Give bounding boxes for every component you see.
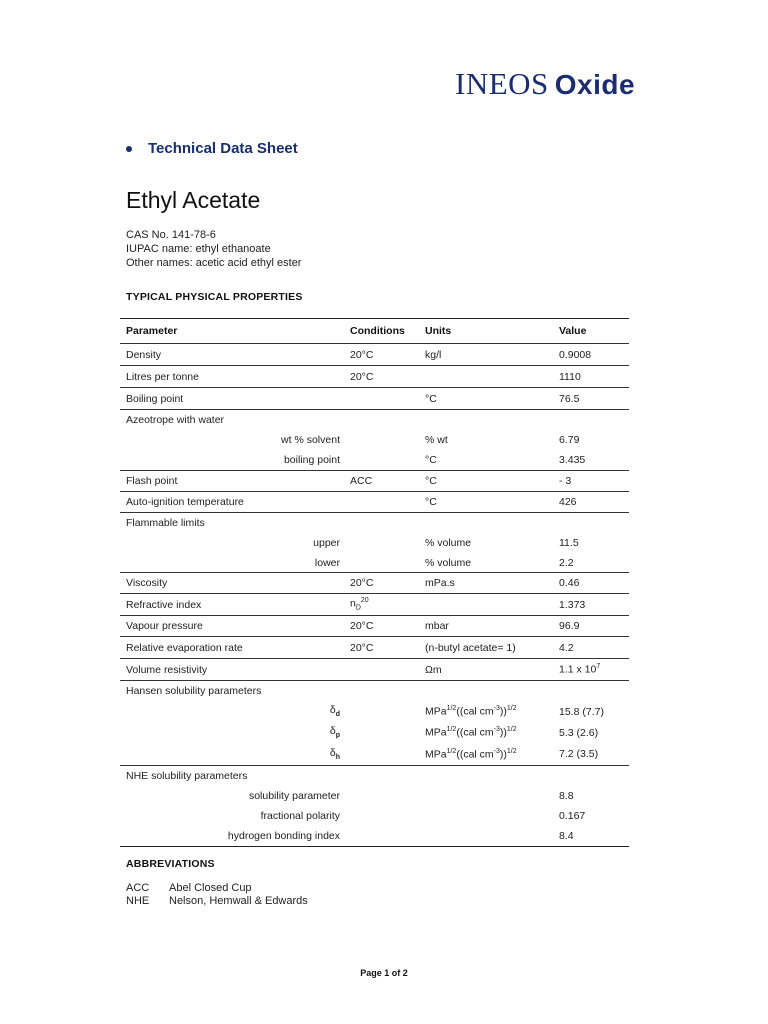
table-row — [120, 681, 629, 701]
cond-cell: ACC — [350, 475, 373, 487]
value-cell: 15.8 (7.7) — [559, 705, 604, 718]
table-row — [120, 701, 629, 722]
param-cell: Volume resistivity — [126, 663, 208, 676]
value-cell: 1.1 x $10^7$ — [559, 663, 601, 676]
table-row — [120, 659, 629, 681]
properties-table — [120, 318, 629, 847]
table-row — [120, 766, 629, 786]
page-number: Page 1 of 2 — [360, 968, 408, 978]
table-row — [120, 553, 629, 573]
col-conditions: Conditions — [350, 325, 405, 337]
table-row — [120, 430, 629, 450]
param-cell: Flash point — [126, 475, 178, 487]
param-cell: Density — [126, 348, 162, 361]
iupac-name: IUPAC name: ethyl ethanoate — [126, 243, 271, 255]
units-cell: Ωm — [425, 663, 442, 676]
table-row — [120, 513, 629, 533]
logo-ineos: INEOS — [455, 66, 549, 101]
logo-oxide: Oxide — [554, 69, 636, 100]
table-row — [120, 743, 629, 766]
param-cell: Litres per tonne — [126, 370, 199, 383]
units-cell: MPa$^{1/2}$((cal $cm^{-3}))^{1/2}$ — [425, 747, 517, 761]
units-cell: (n-butyl acetate= 1) — [425, 641, 516, 654]
units-cell: % wt — [425, 434, 448, 446]
units-cell: MPa$^{1/2}$((cal $cm^{-3}))^{1/2}$ — [425, 726, 517, 739]
abbreviations-list — [126, 882, 308, 908]
value-cell: 3.435 — [559, 454, 586, 466]
table-row — [120, 806, 629, 826]
cond-cell: 20°C — [350, 370, 374, 383]
product-title: Ethyl Acetate — [126, 187, 261, 213]
delta-d-symbol: $\delta_d$ — [329, 704, 340, 719]
table-row — [120, 492, 629, 513]
param-cell: Azeotrope with water — [126, 414, 225, 426]
param-cell: wt % solvent — [281, 434, 340, 446]
cond-cell: 20°C — [350, 577, 374, 589]
param-cell: lower — [314, 556, 340, 569]
table-row — [120, 450, 629, 471]
value-cell: 8.8 — [559, 790, 574, 802]
param-cell: upper — [313, 537, 340, 549]
list-item: ACC Abel Closed Cup — [126, 882, 252, 894]
units-cell: °C — [425, 392, 437, 405]
units-cell: % volume — [425, 537, 472, 549]
param-cell: Viscosity — [126, 577, 168, 589]
param-cell: hydrogen bonding index — [227, 830, 340, 842]
product-identifiers — [126, 228, 301, 270]
section-heading — [126, 140, 298, 157]
abbreviations-heading: ABBREVIATIONS — [126, 858, 215, 870]
cond-cell: $n_D^{20}$ — [350, 597, 369, 612]
value-cell: 7.2 (3.5) — [559, 748, 599, 760]
units-cell: °C — [425, 475, 437, 487]
col-units: Units — [425, 325, 452, 337]
value-cell: 4.2 — [559, 641, 574, 654]
value-cell: 6.79 — [559, 434, 580, 446]
table-row — [120, 573, 629, 594]
units-cell: °C — [425, 496, 437, 508]
value-cell: 8.4 — [559, 830, 574, 842]
param-cell: Hansen solubility parameters — [126, 685, 262, 697]
param-cell: Vapour pressure — [126, 620, 203, 632]
value-cell: - 3 — [559, 475, 572, 487]
param-cell: solubility parameter — [248, 790, 340, 802]
value-cell: 0.167 — [559, 810, 586, 822]
technical-data-sheet-label: Technical Data Sheet — [148, 140, 298, 157]
table-row — [120, 616, 629, 637]
table-row — [120, 388, 629, 410]
delta-p-symbol: $\delta_p$ — [329, 725, 340, 740]
value-cell: 426 — [559, 496, 577, 508]
table-header-row — [120, 319, 629, 344]
col-parameter: Parameter — [126, 325, 178, 337]
table-row — [120, 471, 629, 492]
param-cell: Boiling point — [126, 392, 184, 405]
bullet-icon — [126, 146, 132, 152]
value-cell: 76.5 — [559, 392, 580, 405]
units-cell: % volume — [425, 556, 472, 569]
param-cell: NHE solubility parameters — [126, 770, 248, 782]
delta-h-symbol: $\delta_h$ — [329, 746, 340, 762]
value-cell: 0.9008 — [559, 348, 592, 361]
param-cell: Relative evaporation rate — [126, 641, 243, 654]
units-cell: mPa.s — [425, 577, 455, 589]
param-cell: Flammable limits — [126, 517, 205, 529]
value-cell: 11.5 — [559, 537, 579, 549]
table-row — [120, 786, 629, 806]
value-cell: 96.9 — [559, 620, 580, 632]
value-cell: 5.3 (2.6) — [559, 726, 599, 739]
value-cell: 1110 — [559, 370, 581, 383]
table-row — [120, 533, 629, 553]
table-row — [120, 722, 629, 743]
cas-number: CAS No. 141-78-6 — [126, 229, 216, 241]
cond-cell: 20°C — [350, 641, 374, 654]
table-row — [120, 594, 629, 616]
table-row — [120, 344, 629, 366]
table-row — [120, 637, 629, 659]
units-cell: kg/l — [425, 348, 442, 361]
list-item: NHE Nelson, Hemwall & Edwards — [126, 895, 308, 907]
value-cell: 2.2 — [559, 556, 574, 569]
ineos-oxide-logo — [455, 66, 635, 102]
other-names: Other names: acetic acid ethyl ester — [126, 257, 302, 269]
param-cell: Auto-ignition temperature — [126, 496, 244, 508]
cond-cell: 20°C — [350, 620, 374, 632]
col-value: Value — [559, 325, 587, 337]
param-cell: boiling point — [283, 454, 340, 466]
value-cell: 0.46 — [559, 577, 580, 589]
units-cell: mbar — [425, 620, 449, 632]
units-cell: MPa$^{1/2}$((cal $cm^{-3}))^{1/2}$ — [425, 705, 517, 718]
properties-heading: TYPICAL PHYSICAL PROPERTIES — [126, 291, 303, 303]
units-cell: °C — [425, 454, 437, 466]
table-row — [120, 410, 629, 430]
cond-cell: 20°C — [350, 348, 374, 361]
param-cell: Refractive index — [126, 598, 202, 611]
table-row — [120, 366, 629, 388]
value-cell: 1.373 — [559, 598, 586, 611]
param-cell: fractional polarity — [260, 810, 340, 822]
table-row — [120, 826, 629, 846]
